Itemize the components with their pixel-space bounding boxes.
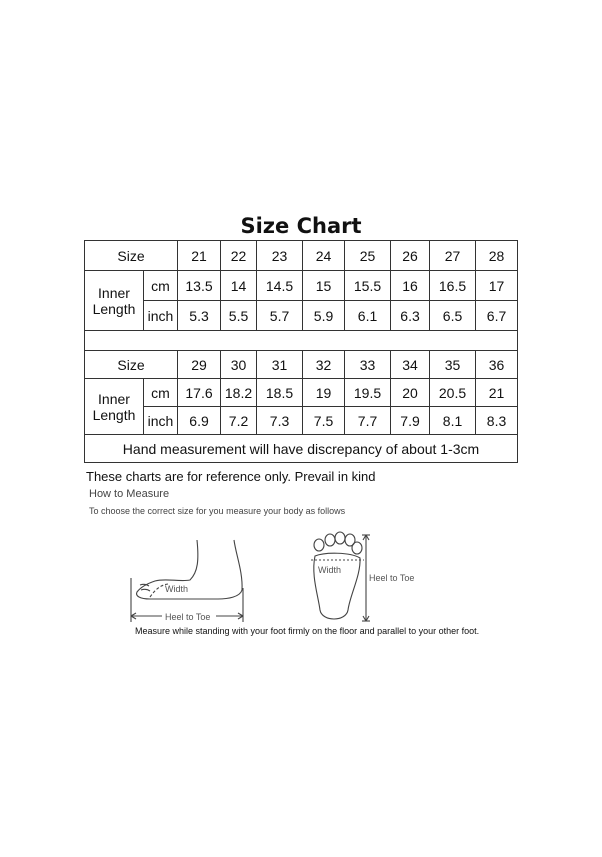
inch-unit-label: inch: [144, 301, 178, 331]
size-header: Size: [85, 351, 178, 379]
inch-cell: 6.5: [430, 301, 476, 331]
size-cell: 32: [303, 351, 345, 379]
cm-cell: 20: [391, 379, 430, 407]
inch-cell: 7.7: [345, 407, 391, 435]
sole-heel-to-toe-label: Heel to Toe: [369, 573, 415, 583]
cm-cell: 15.5: [345, 271, 391, 301]
side-width-label: Width: [165, 584, 189, 594]
inch-cell: 6.9: [178, 407, 221, 435]
size-cell: 27: [430, 241, 476, 271]
size-header: Size: [85, 241, 178, 271]
cm-cell: 16: [391, 271, 430, 301]
inch-cell: 5.5: [221, 301, 257, 331]
inch-cell: 7.9: [391, 407, 430, 435]
inch-cell: 5.7: [257, 301, 303, 331]
cm-cell: 13.5: [178, 271, 221, 301]
size-cell: 36: [476, 351, 518, 379]
cm-cell: 21: [476, 379, 518, 407]
size-cell: 28: [476, 241, 518, 271]
side-foot-drawing: [131, 540, 243, 622]
inch-cell: 6.7: [476, 301, 518, 331]
cm-cell: 20.5: [430, 379, 476, 407]
size-cell: 35: [430, 351, 476, 379]
inch-unit-label: inch: [144, 407, 178, 435]
cm-cell: 17: [476, 271, 518, 301]
inch-cell: 7.2: [221, 407, 257, 435]
length-label: Length: [92, 300, 136, 317]
side-heel-to-toe-label: Heel to Toe: [165, 612, 211, 622]
inch-cell: 6.1: [345, 301, 391, 331]
inner-label: Inner: [98, 390, 130, 407]
size-cell: 24: [303, 241, 345, 271]
page-title: Size Chart: [240, 214, 362, 238]
cm-cell: 18.5: [257, 379, 303, 407]
length-label: Length: [92, 406, 136, 423]
reference-note: These charts are for reference only. Prevail in kind: [86, 469, 376, 484]
inner-label: Inner: [98, 284, 130, 301]
cm-cell: 14: [221, 271, 257, 301]
size-cell: 34: [391, 351, 430, 379]
cm-unit-label: cm: [144, 271, 178, 301]
how-to-measure-heading: How to Measure: [89, 488, 170, 500]
measure-instruction: Measure while standing with your foot firmly on the floor and parallel to your other foot.: [135, 626, 480, 636]
cm-cell: 16.5: [430, 271, 476, 301]
sole-width-label: Width: [318, 565, 342, 575]
inch-cell: 7.3: [257, 407, 303, 435]
cm-cell: 19.5: [345, 379, 391, 407]
size-cell: 21: [178, 241, 221, 271]
inch-cell: 7.5: [303, 407, 345, 435]
cm-unit-label: cm: [144, 379, 178, 407]
inch-cell: 5.3: [178, 301, 221, 331]
size-cell: 25: [345, 241, 391, 271]
size-cell: 33: [345, 351, 391, 379]
size-cell: 29: [178, 351, 221, 379]
inch-cell: 8.1: [430, 407, 476, 435]
size-cell: 30: [221, 351, 257, 379]
discrepancy-note: Hand measurement will have discrepancy of about 1-3cm: [85, 435, 518, 463]
size-cell: 23: [257, 241, 303, 271]
inch-cell: 8.3: [476, 407, 518, 435]
inch-cell: 5.9: [303, 301, 345, 331]
cm-cell: 15: [303, 271, 345, 301]
cm-cell: 17.6: [178, 379, 221, 407]
size-cell: 31: [257, 351, 303, 379]
size-cell: 26: [391, 241, 430, 271]
instructions-intro: To choose the correct size for you measure your body as follows: [89, 506, 346, 516]
cm-cell: 18.2: [221, 379, 257, 407]
cm-cell: 14.5: [257, 271, 303, 301]
size-cell: 22: [221, 241, 257, 271]
inch-cell: 6.3: [391, 301, 430, 331]
cm-cell: 19: [303, 379, 345, 407]
sole-foot-drawing: [311, 532, 370, 621]
